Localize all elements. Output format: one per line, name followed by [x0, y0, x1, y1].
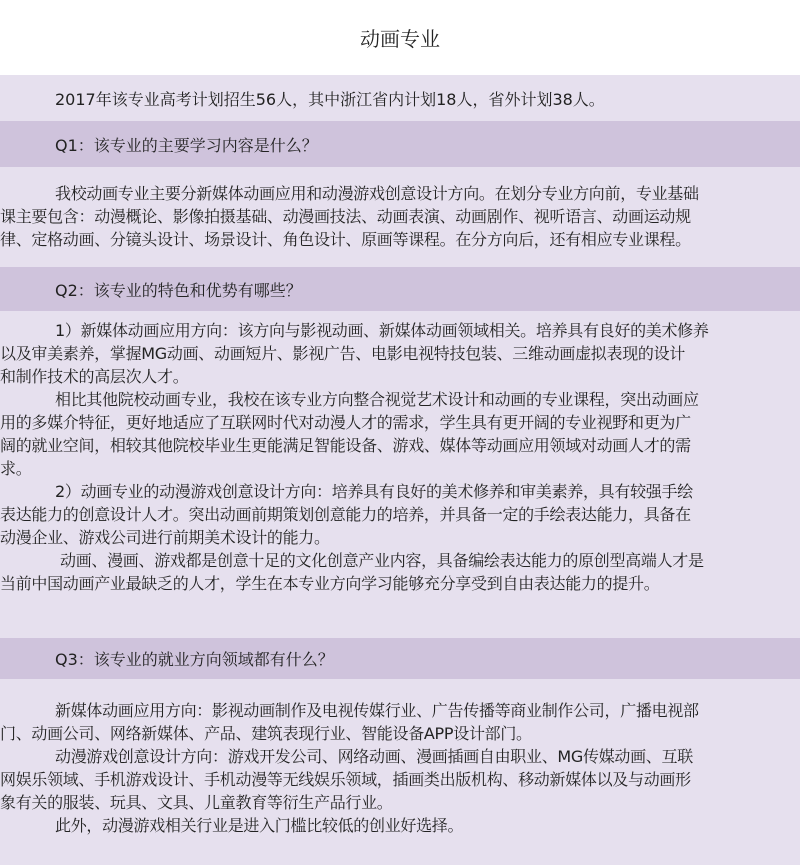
q2-line: 和制作技术的高层次人才。: [0, 367, 189, 386]
q1-line: 我校动画专业主要分新媒体动画应用和动漫游戏创意设计方向。在划分专业方向前，专业基础: [55, 184, 699, 203]
q2-line: 当前中国动画产业最缺乏的人才，学生在本专业方向学习能够充分享受到自由表达能力的提升。: [0, 574, 660, 593]
enrollment-intro: 2017年该专业高考计划招生56人，其中浙江省内计划18人，省外计划38人。: [0, 75, 800, 121]
q3-heading: Q3：该专业的就业方向领域都有什么？: [0, 638, 800, 679]
q2-line: 求。: [0, 459, 32, 478]
q3-line: 网娱乐领域、手机游戏设计、手机动漫等无线娱乐领域，插画类出版机构、移动新媒体以及与动画形: [0, 770, 691, 789]
q2-line: 表达能力的创意设计人才。突出动画前期策划创意能力的培养，并具备一定的手绘表达能力，具备在: [0, 505, 691, 524]
q3-line: 新媒体动画应用方向：影视动画制作及电视传媒行业、广告传播等商业制作公司，广播电视部: [55, 701, 699, 720]
q2-line: 以及审美素养，掌握MG动画、动画短片、影视广告、电影电视特技包装、三维动画虚拟表现的设计: [0, 344, 686, 363]
q2-line: 相比其他院校动画专业，我校在该专业方向整合视觉艺术设计和动画的专业课程，突出动画应: [55, 390, 699, 409]
q3-line: 门、动画公司、网络新媒体、产品、建筑表现行业、智能设备APP设计部门。: [0, 724, 532, 743]
q2-line: 动画、漫画、游戏都是创意十足的文化创意产业内容，具备编绘表达能力的原创型高端人才是: [60, 551, 704, 570]
q1-line: 律、定格动画、分镜头设计、场景设计、角色设计、原画等课程。在分方向后，还有相应专业课程。: [0, 230, 691, 249]
page-title: 动画专业: [360, 27, 440, 51]
q3-line: 此外，动漫游戏相关行业是进入门槛比较低的创业好选择。: [55, 816, 464, 835]
q1-heading: Q1：该专业的主要学习内容是什么？: [0, 121, 800, 167]
q1-answer: [0, 167, 800, 267]
q2-line: 阔的就业空间，相较其他院校毕业生更能满足智能设备、游戏、媒体等动画应用领域对动画人才的需: [0, 436, 691, 455]
q2-line: 2）动画专业的动漫游戏创意设计方向：培养具有良好的美术修养和审美素养，具有较强手绘: [55, 482, 693, 501]
q2-line: 1）新媒体动画应用方向：该方向与影视动画、新媒体动画领域相关。培养具有良好的美术修养: [55, 321, 709, 340]
q2-heading: Q2：该专业的特色和优势有哪些？: [0, 267, 800, 311]
q1-line: 课主要包含：动漫概论、影像拍摄基础、动漫画技法、动画表演、动画剧作、视听语言、动画运动规: [0, 207, 691, 226]
q3-line: 象有关的服装、玩具、文具、儿童教育等衍生产品行业。: [0, 793, 393, 812]
q2-answer: [0, 311, 800, 638]
q2-line: 动漫企业、游戏公司进行前期美术设计的能力。: [0, 528, 330, 547]
q3-answer: [0, 679, 800, 865]
q2-line: 用的多媒介特征，更好地适应了互联网时代对动漫人才的需求，学生具有更开阔的专业视野和更为广: [0, 413, 691, 432]
q3-line: 动漫游戏创意设计方向：游戏开发公司、网络动画、漫画插画自由职业、MG传媒动画、互联: [55, 747, 693, 766]
